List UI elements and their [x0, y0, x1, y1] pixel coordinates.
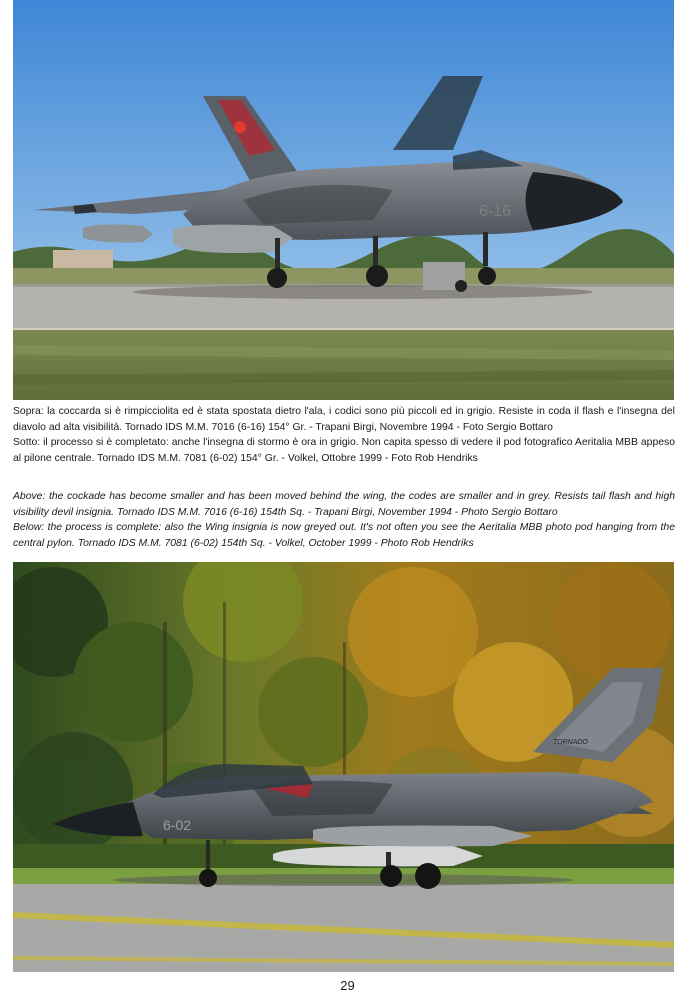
- photo-bottom-tornado-6-02: [13, 562, 674, 972]
- photo-bottom-image: [13, 562, 674, 972]
- tail-text: TORNADO: [553, 739, 588, 746]
- photo-top-tornado-6-16: [13, 0, 674, 400]
- aircraft-code-6-02: 6-02: [163, 817, 192, 833]
- photo-top-image: [13, 0, 674, 400]
- aircraft-code-6-16: 6-16: [479, 203, 512, 220]
- page-number: 29: [340, 978, 355, 993]
- caption-english-below: Below: the process is complete: also the Wing insignia is now greyed out. It's not often you see the Aeritalia MBB photo pod hanging from the central pylon. Tornado IDS M.M. 7081 (6-02) 154th Sq. - Volkel, October 1999 - Photo Rob Hendriks: [13, 522, 675, 549]
- caption-italian-above: Sopra: la coccarda si è rimpicciolita ed è stata spostata dietro l'ala, i codici sono più piccoli ed in grigio. Resiste in coda il flash e l'insegna del diavolo ad alta visibilità. Tornado IDS M.M. 7016 (6-16) 154° Gr. - Trapani Birgi, Novembre 1994 - Foto Sergio Bottaro: [13, 406, 675, 433]
- caption-english: [13, 489, 675, 551]
- caption-italian: [13, 404, 675, 466]
- caption-english-above: Above: the cockade has become smaller and has been moved behind the wing, the codes are smaller and in grey. Resists tail flash and high visibility devil insignia. Tornado IDS M.M. 7016 (6-16) 154th Sq. - Trapani Birgi, November 1994 - Photo Sergio Bottaro: [13, 491, 675, 518]
- caption-italian-below: Sotto: il processo si è completato: anche l'insegna di stormo è ora in grigio. Non capita spesso di vedere il pod fotografico Aeritalia MBB appeso al pilone centrale. Tornado IDS M.M. 7081 (6-02) 154° Gr. - Volkel, Ottobre 1999 - Foto Rob Hendriks: [13, 437, 675, 464]
